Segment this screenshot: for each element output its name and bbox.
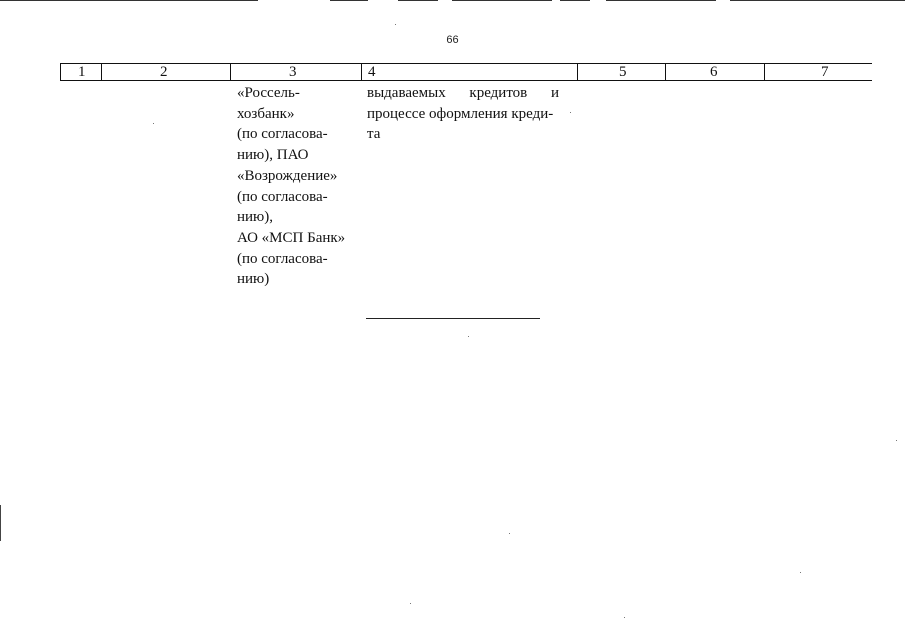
column-header-7: 7 — [821, 64, 829, 80]
word: выдаваемых — [367, 85, 446, 101]
scan-edge-line — [560, 0, 590, 1]
column-header-5: 5 — [619, 64, 627, 80]
cell-description — [367, 83, 559, 145]
word: кредитов — [469, 85, 528, 101]
text-line: «Россель- — [237, 85, 300, 101]
column-header-6: 6 — [710, 64, 718, 80]
scan-speck — [509, 533, 510, 534]
text-line: (по согласова- — [237, 250, 328, 267]
scan-speck — [570, 112, 571, 113]
text-line: (по согласова- — [237, 126, 328, 143]
scan-edge-line — [0, 0, 258, 1]
scan-speck — [395, 24, 396, 25]
word: и — [550, 85, 559, 101]
column-separator — [764, 63, 765, 81]
text-line: та — [367, 126, 381, 143]
table-top-rule — [60, 63, 872, 64]
text-line: процессе оформления креди- — [367, 105, 554, 122]
text-line: нию), ПАО — [237, 147, 309, 164]
column-separator — [577, 63, 578, 81]
scan-speck — [624, 617, 625, 618]
text-line: нию), — [237, 209, 274, 226]
cell-executors — [237, 83, 357, 290]
scan-edge-line — [606, 0, 716, 1]
column-separator — [60, 63, 61, 81]
text-line: «Возрождение» — [237, 167, 338, 184]
scan-speck — [896, 440, 897, 441]
column-separator — [361, 63, 362, 81]
text-line: нию) — [237, 271, 270, 288]
text-line: (по согласова- — [237, 188, 328, 205]
scan-edge-line — [398, 0, 438, 1]
scan-edge-line — [730, 0, 905, 1]
column-header-3: 3 — [289, 64, 297, 80]
text-line: хозбанк» — [237, 105, 295, 122]
scan-speck — [410, 603, 411, 604]
column-header-4: 4 — [368, 64, 376, 80]
text-line: АО «МСП Банк» — [237, 229, 346, 246]
end-of-table-rule — [366, 318, 540, 319]
column-header-2: 2 — [160, 64, 168, 80]
scan-edge-mark — [0, 505, 1, 541]
scan-speck — [800, 572, 801, 573]
page-number: 66 — [446, 34, 459, 46]
scan-edge-line — [330, 0, 368, 1]
column-separator — [230, 63, 231, 81]
table-header-bottom-rule — [60, 80, 872, 81]
column-separator — [665, 63, 666, 81]
scan-speck — [153, 123, 154, 124]
column-separator — [101, 63, 102, 81]
scan-speck — [468, 336, 469, 337]
text-line — [367, 83, 559, 104]
column-header-1: 1 — [78, 64, 86, 80]
scan-edge-line — [452, 0, 552, 1]
